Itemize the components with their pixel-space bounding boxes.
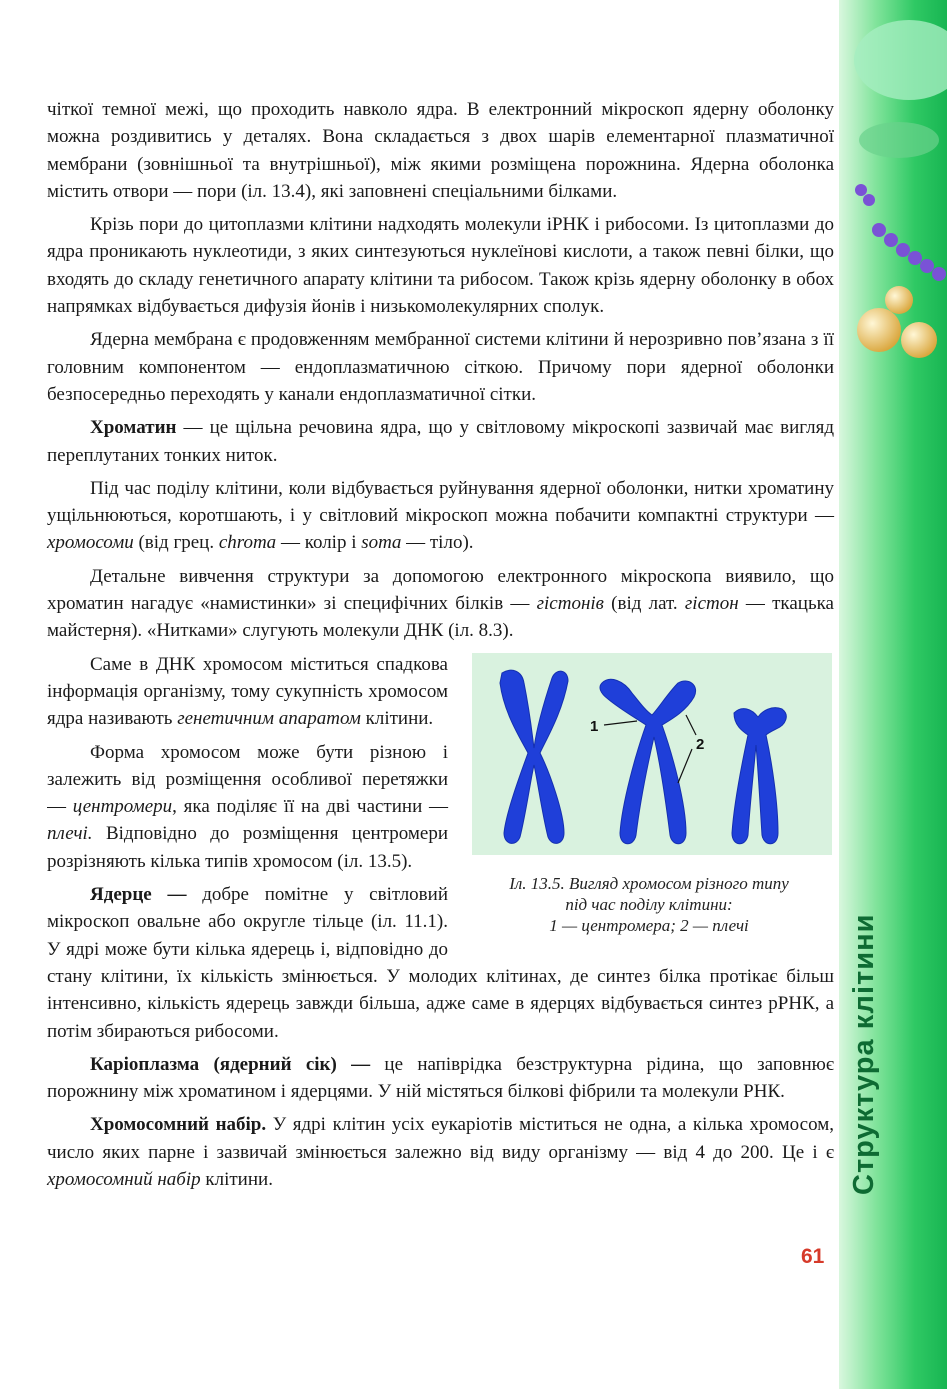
figure-caption: Іл. 13.5. Вигляд хромосом різного типу під час поділу клітини: 1 — центромера; 2 — плечі xyxy=(509,873,789,935)
paragraph: Форма хромосом може бути різною і залежить від розміщення особливої перетяжки — центромери, яка поділяє її на дві частини — плечі. Відповідно до розміщення центромери розрізняють кілька типів хромосом (іл. 13.5). xyxy=(47,741,448,872)
term-chromosome-set: Хромосомний набір. xyxy=(90,1114,267,1136)
paragraph: чіткої темної межі, що проходить навколо ядра. В електронний мікроскоп ядерну оболонку можна роздивитись у деталях. Вона складається з двох шарів елементарної плазматичної мембрани (зовнішньої та внутрішньої), між якими розміщена порожнина. Ядерна оболонка містить отвори — пори (іл. 13.4), які заповнені спеціальними білками. xyxy=(47,99,834,202)
paragraph: Детальне вивчення структури за допомогою електронного мікроскопа виявило, що хроматин нагадує «намистинки» зі специфічних білків — гістонів (від лат. гістон — ткацька майстерня). «Нитками» слугують молекули ДНК (іл. 8.3). xyxy=(47,565,834,642)
term-chromatin: Хроматин xyxy=(90,417,177,439)
figure-label-2: 2 xyxy=(696,735,705,753)
section-side-title: Структура клітини xyxy=(848,913,880,1195)
paragraph: Хроматин — це щільна речовина ядра, що у світловому мікроскопі зазвичай має вигляд переплутаних тонких ниток. xyxy=(47,417,834,466)
term-centromere: центромери xyxy=(72,796,173,818)
paragraph: Каріоплазма (ядерний сік) — це напіврідка безструктурна рідина, що заповнює порожнину між хроматином і ядерцями. У ній містяться білкові фібрили та молекули РНК. xyxy=(47,1053,834,1103)
side-decorative-image xyxy=(839,0,947,380)
paragraph: Крізь пори до цитоплазми клітини надходять молекули іРНК і рибосоми. Із цитоплазми до ядра проникають нуклеотиди, з яких синтезуються нуклеїнові кислоти, а також певні білки, що входять до складу генетичного апарату клітини та рибосом. Також крізь ядерну оболонку в обох напрямках відбувається дифузія йонів і низькомолекулярних сполук. xyxy=(47,214,834,318)
term-chromosomes: хромосоми xyxy=(47,532,134,554)
main-text xyxy=(47,96,834,1199)
chromosome-illustration xyxy=(472,653,832,855)
term-karyoplasm: Каріоплазма (ядерний сік) — xyxy=(90,1053,371,1075)
page-number: 61 xyxy=(801,1245,825,1268)
term-nucleolus: Ядерце — xyxy=(90,884,187,906)
paragraph: Ядерце — добре помітне у світловий мікроскоп овальне або округле тільце (іл. 11.1). У ядрі може бути кілька ядерець і, відповідно до стану клітини, їх кількість змінюється. У молодих клітинах, де синтез білка протікає більш інтенсивно, кількість ядерець завжди більша, адже саме в ядерцях відбувається синтез рРНК, а потім збираються рибосоми. xyxy=(47,884,834,1042)
term-arms: плечі. xyxy=(47,823,93,845)
figure-chromosomes xyxy=(464,653,834,936)
term-genetic-apparatus: генетичним апаратом xyxy=(177,708,361,730)
figure-label-1: 1 xyxy=(590,717,599,735)
term-histones: гістонів xyxy=(536,593,604,615)
paragraph: Саме в ДНК хромосом міститься спадкова інформація організму, тому сукупність хромосом ядра називають генетичним апаратом клітини. xyxy=(47,653,448,730)
paragraph: Хромосомний набір. У ядрі клітин усіх еукаріотів міститься не одна, а кілька хромосом, число яких парне і зазвичай змінюється залежно від виду організму — від 4 до 200. Це і є хромосомний набір клітини. xyxy=(47,1114,835,1190)
paragraph: Під час поділу клітини, коли відбувається руйнування ядерної оболонки, нитки хроматину ущільнюються, коротшають, і у світловий мікроскоп можна побачити компактні структури — хромосоми (від грец. chroma — колір і soma — тіло). xyxy=(47,477,834,554)
figure-wrap-block xyxy=(47,651,834,1051)
paragraph: Ядерна мембрана є продовженням мембранної системи клітини й нерозривно пов’язана з її головним компонентом — ендоплазматичною сіткою. Причому пори ядерної оболонки безпосередньо переходять у канали ендоплазматичної сітки. xyxy=(47,329,834,405)
